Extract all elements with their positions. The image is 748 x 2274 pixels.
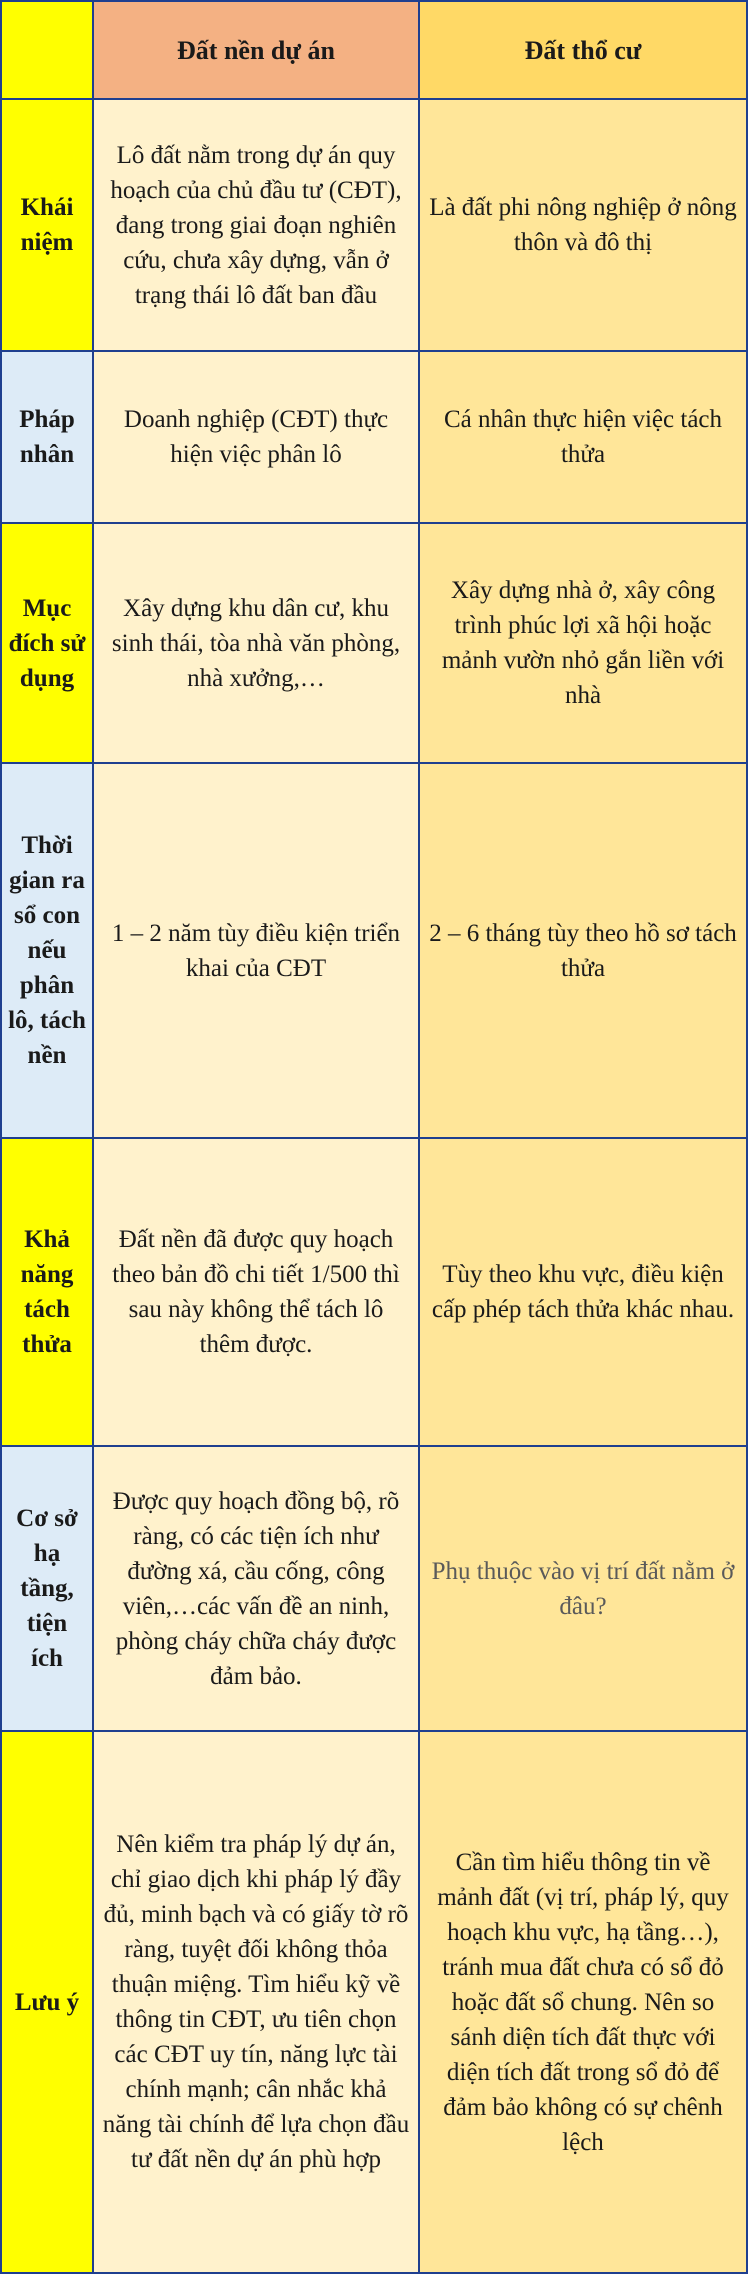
cell-muc-dich-tho-cu: Xây dựng nhà ở, xây công trình phúc lợi xã hội hoặc mảnh vườn nhỏ gắn liền với nhà [420, 524, 746, 764]
row-label-thoi-gian-ra-so: Thời gian ra sổ con nếu phân lô, tách nền [2, 764, 94, 1139]
row-label-kha-nang-tach-thua: Khả năng tách thửa [2, 1139, 94, 1447]
cell-phap-nhan-tho-cu: Cá nhân thực hiện việc tách thửa [420, 352, 746, 524]
cell-phap-nhan-du-an: Doanh nghiệp (CĐT) thực hiện việc phân lô [94, 352, 420, 524]
cell-khai-niem-tho-cu: Là đất phi nông nghiệp ở nông thôn và đô thị [420, 100, 746, 352]
header-dat-nen-du-an: Đất nền dự án [94, 2, 420, 100]
row-label-co-so-ha-tang: Cơ sở hạ tầng, tiện ích [2, 1447, 94, 1732]
cell-kha-nang-tho-cu: Tùy theo khu vực, điều kiện cấp phép tách thửa khác nhau. [420, 1139, 746, 1447]
cell-kha-nang-du-an: Đất nền đã được quy hoạch theo bản đồ chi tiết 1/500 thì sau này không thể tách lô thêm được. [94, 1139, 420, 1447]
cell-thoi-gian-tho-cu: 2 – 6 tháng tùy theo hồ sơ tách thửa [420, 764, 746, 1139]
cell-muc-dich-du-an: Xây dựng khu dân cư, khu sinh thái, tòa nhà văn phòng, nhà xưởng,… [94, 524, 420, 764]
row-label-khai-niem: Khái niệm [2, 100, 94, 352]
cell-thoi-gian-du-an: 1 – 2 năm tùy điều kiện triển khai của CĐT [94, 764, 420, 1139]
header-dat-tho-cu: Đất thổ cư [420, 2, 746, 100]
row-label-luu-y: Lưu ý [2, 1732, 94, 2272]
cell-khai-niem-du-an: Lô đất nằm trong dự án quy hoạch của chủ đầu tư (CĐT), đang trong giai đoạn nghiên cứu, chưa xây dựng, vẫn ở trạng thái lô đất ban đầu [94, 100, 420, 352]
cell-luu-y-tho-cu: Cần tìm hiểu thông tin về mảnh đất (vị trí, pháp lý, quy hoạch khu vực, hạ tầng…), tránh mua đất chưa có sổ đỏ hoặc đất sổ chung. Nên so sánh diện tích đất thực với diện tích đất trong sổ đỏ để đảm bảo không có sự chênh lệch [420, 1732, 746, 2272]
cell-luu-y-du-an: Nên kiểm tra pháp lý dự án, chỉ giao dịch khi pháp lý đầy đủ, minh bạch và có giấy tờ rõ ràng, tuyệt đối không thỏa thuận miệng. Tìm hiểu kỹ về thông tin CĐT, ưu tiên chọn các CĐT uy tín, năng lực tài chính mạnh; cân nhắc khả năng tài chính để lựa chọn đầu tư đất nền dự án phù hợp [94, 1732, 420, 2272]
row-label-muc-dich-su-dung: Mục đích sử dụng [2, 524, 94, 764]
cell-co-so-ha-tang-du-an: Được quy hoạch đồng bộ, rõ ràng, có các tiện ích như đường xá, cầu cống, công viên,…các vấn đề an ninh, phòng cháy chữa cháy được đảm bảo. [94, 1447, 420, 1732]
cell-co-so-ha-tang-tho-cu: Phụ thuộc vào vị trí đất nằm ở đâu? [420, 1447, 746, 1732]
row-label-phap-nhan: Pháp nhân [2, 352, 94, 524]
table-corner-cell [2, 2, 94, 100]
